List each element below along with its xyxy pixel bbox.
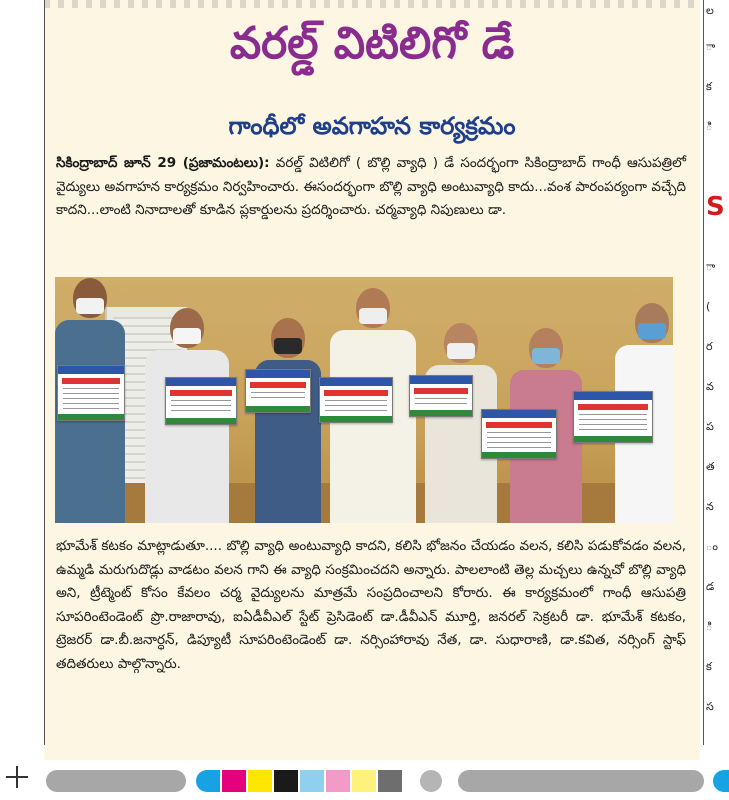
gray-dot-icon xyxy=(420,770,442,792)
placard-2 xyxy=(165,377,237,425)
paragraph-1-text: వరల్డ్ విటిలిగో ( బొల్లి వ్యాధి ) డే సందర్భంగా సికింద్రాబాద్ గాంధీ ఆసుపత్రిలో వైద్యులు అవగాహన కార్యక్రమం నిర్వహించారు. ఈసందర్భంగా బొల్లి వ్యాధి అంటువ్యాధి కాదు...వంశ పారంపర్యంగా వచ్చేది కాదని...లాంటి నినాదాలతో కూడిన ప్లకార్డులను ప్రదర్శించారు. చర్మవ్యాధి నిపుణులు డా. xyxy=(56,155,686,218)
headline: వరల్డ్ విటిలిగో డే xyxy=(229,18,515,69)
dateline: సికింద్రాబాద్ జూన్ 29 (ప్రజామంటలు): xyxy=(56,155,270,171)
person-3 xyxy=(255,318,321,523)
subheadline: గాంధీలో అవగాహన కార్యక్రమం xyxy=(228,112,516,140)
placard-5 xyxy=(409,375,473,417)
adjacent-column-fragment: ల ా క ి S ా ( ర వ ప త న ం డ ి క స xyxy=(706,4,725,713)
color-swatch-5 xyxy=(300,770,324,792)
cyan-dot-icon xyxy=(713,770,729,792)
placard-1 xyxy=(57,365,125,421)
gray-tone-bar-left xyxy=(46,770,186,792)
adjacent-red-heading-fragment: S xyxy=(706,192,725,222)
clipping-top-edge xyxy=(44,0,700,8)
color-swatch-8 xyxy=(378,770,402,792)
placard-6 xyxy=(481,409,557,459)
placard-4 xyxy=(319,377,393,423)
color-swatch-7 xyxy=(352,770,376,792)
color-swatch-4 xyxy=(274,770,298,792)
placard-3 xyxy=(245,369,311,413)
registration-mark-icon xyxy=(6,766,28,788)
article-paragraph-2: భూమేశ్ కటకం మాట్లాడుతూ.... బొల్లి వ్యాధి అంటువ్యాధి కాదని, కలిసి భోజనం చేయడం వలన, కలిసి పడుకోవడం వలన, ఉమ్మడి మరుగుదొడ్లు వాడటం వలన గాని ఈ వ్యాధి సంక్రమించదని అన్నారు. పాలలాంటి తెల్ల మచ్చలు ఉన్నచో బొల్లి వ్యాధి అని, ట్రీట్మెంట్ కోసం కేవలం చర్మ వైద్యులను మాత్రమే సంప్రదించాలని కోరారు. ఈ కార్యక్రమంలో గాంధీ ఆసుపత్రి సూపరింటెండెంట్ ప్రొ.రాజారావు, ఐఏడీవీఎల్ స్టేట్ ప్రెసిడెంట్ డా.డీవీఎన్ మూర్తి, జనరల్ సెక్రటరీ డా. భూమేశ్ కటకం, ట్రెజరర్ డా.బీ.జనార్ధన్, డిప్యూటీ సూపరింటెండెంట్ డా. నర్సింహారావు నేత, డా. సుధారాణి, డా.కవిత, నర్సింగ్ స్టాఫ్ తదితరులు పాల్గొన్నారు. xyxy=(56,538,686,672)
color-swatch-3 xyxy=(248,770,272,792)
placard-7 xyxy=(573,391,653,443)
color-swatch-1 xyxy=(196,770,220,792)
article-paragraph-1 xyxy=(56,152,686,223)
color-swatch-6 xyxy=(326,770,350,792)
color-swatch-2 xyxy=(222,770,246,792)
gray-tone-bar-right xyxy=(458,770,704,792)
news-photo xyxy=(55,277,673,523)
